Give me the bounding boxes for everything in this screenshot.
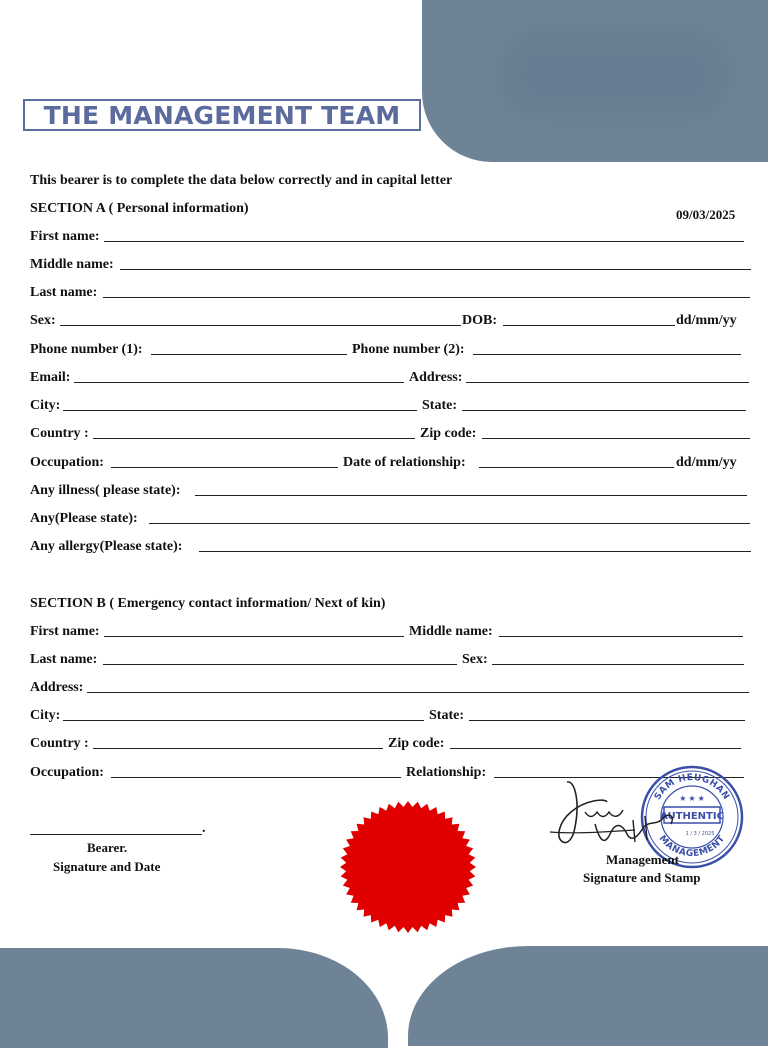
bearer-signature-line[interactable] (30, 834, 202, 835)
svg-text:★ ★ ★: ★ ★ ★ (679, 794, 705, 803)
management-signature (545, 772, 695, 862)
first-name-field[interactable] (104, 241, 744, 242)
nok-last-name-field[interactable] (103, 664, 457, 665)
bearer-line-end: . (202, 821, 206, 836)
nok-occupation-label: Occupation: (30, 765, 104, 780)
allergy-label: Any allergy(Please state): (30, 539, 183, 554)
illness-field[interactable] (195, 495, 747, 496)
zip-label: Zip code: (420, 426, 477, 441)
nok-state-field[interactable] (469, 720, 745, 721)
allergy-field[interactable] (199, 551, 751, 552)
nok-occupation-field[interactable] (111, 777, 401, 778)
nok-first-name-field[interactable] (104, 636, 404, 637)
nok-last-name-label: Last name: (30, 652, 98, 667)
email-label: Email: (30, 370, 71, 385)
page-title: THE MANAGEMENT TEAM (23, 99, 421, 131)
svg-text:MANAGEMENT: MANAGEMENT (656, 833, 728, 860)
state-field[interactable] (462, 410, 746, 411)
phone2-label: Phone number (2): (352, 342, 465, 357)
nok-country-label: Country : (30, 736, 89, 751)
section-a-heading: SECTION A ( Personal information) (30, 201, 249, 216)
address-label: Address: (409, 370, 463, 385)
header-decoration-shade (500, 30, 730, 120)
city-field[interactable] (63, 410, 417, 411)
phone1-label: Phone number (1): (30, 342, 143, 357)
phone1-field[interactable] (151, 354, 347, 355)
svg-text:SAM HEUGHAN: SAM HEUGHAN (652, 772, 732, 802)
nok-city-field[interactable] (63, 720, 424, 721)
management-label: Management (606, 852, 679, 867)
nok-address-field[interactable] (87, 692, 749, 693)
date-of-relationship-field[interactable] (479, 467, 674, 468)
bearer-sub-label: Signature and Date (53, 859, 161, 874)
sex-field[interactable] (60, 325, 461, 326)
red-wax-seal (338, 800, 478, 934)
nok-relationship-label: Relationship: (406, 765, 487, 780)
dob-field[interactable] (503, 325, 675, 326)
address-field[interactable] (466, 382, 749, 383)
any-field[interactable] (149, 523, 750, 524)
bearer-label: Bearer. (87, 840, 128, 855)
nok-middle-name-label: Middle name: (409, 624, 493, 639)
country-field[interactable] (93, 438, 415, 439)
email-field[interactable] (74, 382, 404, 383)
section-b-heading: SECTION B ( Emergency contact information/ Next of kin) (30, 596, 386, 611)
nok-middle-name-field[interactable] (499, 636, 743, 637)
middle-name-field[interactable] (120, 269, 751, 270)
occupation-label: Occupation: (30, 455, 104, 470)
nok-city-label: City: (30, 708, 61, 723)
sex-label: Sex: (30, 313, 56, 328)
first-name-label: First name: (30, 229, 100, 244)
dob-label: DOB: (462, 313, 497, 328)
nok-address-label: Address: (30, 680, 84, 695)
zip-field[interactable] (482, 438, 750, 439)
nok-zip-label: Zip code: (388, 736, 445, 751)
country-label: Country : (30, 426, 89, 441)
nok-zip-field[interactable] (450, 748, 741, 749)
nok-first-name-label: First name: (30, 624, 100, 639)
svg-text:AUTHENTIC: AUTHENTIC (660, 811, 724, 822)
last-name-label: Last name: (30, 285, 98, 300)
dor-format: dd/mm/yy (676, 455, 737, 470)
nok-sex-label: Sex: (462, 652, 488, 667)
svg-text:1 / 3 / 2025: 1 / 3 / 2025 (685, 831, 715, 837)
nok-country-field[interactable] (93, 748, 383, 749)
occupation-field[interactable] (111, 467, 338, 468)
nok-state-label: State: (429, 708, 464, 723)
management-sub-label: Signature and Stamp (583, 870, 701, 885)
intro-text: This bearer is to complete the data below correctly and in capital letter (30, 173, 453, 188)
form-date: 09/03/2025 (676, 207, 736, 222)
footer-decoration-left (0, 948, 388, 1048)
footer-decoration-right (408, 946, 768, 1046)
middle-name-label: Middle name: (30, 257, 114, 272)
last-name-field[interactable] (103, 297, 750, 298)
city-label: City: (30, 398, 61, 413)
nok-sex-field[interactable] (492, 664, 744, 665)
date-of-relationship-label: Date of relationship: (343, 455, 466, 470)
any-label: Any(Please state): (30, 511, 138, 526)
state-label: State: (422, 398, 457, 413)
dob-format: dd/mm/yy (676, 313, 737, 328)
illness-label: Any illness( please state): (30, 483, 181, 498)
phone2-field[interactable] (473, 354, 741, 355)
